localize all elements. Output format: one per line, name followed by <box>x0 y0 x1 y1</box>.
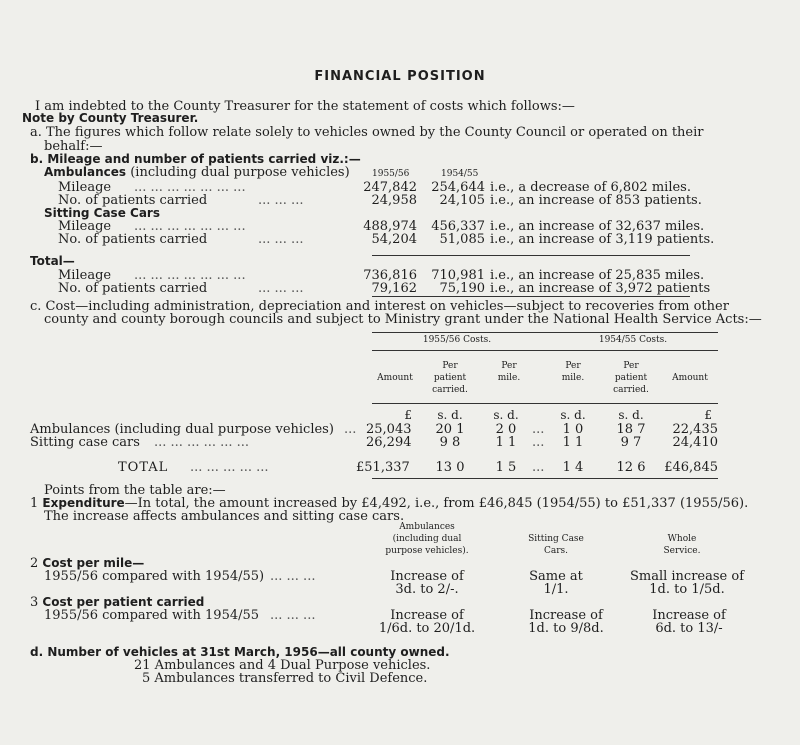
col-ambulances-header: purpose vehicles). <box>385 546 469 556</box>
table-cell-per-mile1: 1 1 <box>495 435 517 450</box>
point-2-number: 2 <box>30 556 39 571</box>
table-row-dots: ... ... ... ... ... <box>190 460 269 475</box>
d-heading: d. Number of vehicles at 31st March, 1956—all county owned. <box>30 645 450 659</box>
col-whole-header: Whole <box>667 534 697 544</box>
table-unit-sd: s. d. <box>618 408 644 422</box>
table-row-label: Sitting case cars <box>30 435 140 450</box>
mileage-row-note: i.e., an increase of 853 patients. <box>490 193 702 208</box>
mileage-row-dots: ... ... ... ... ... ... ... <box>134 219 246 234</box>
mileage-row-v1: 24,958 <box>371 193 417 208</box>
table-group-rule <box>372 350 718 351</box>
col-sitting-header: Sitting Case <box>528 534 584 544</box>
col-ambulances-header: Ambulances <box>399 522 455 532</box>
d-line1: 21 Ambulances and 4 Dual Purpose vehicles. <box>134 658 431 673</box>
b-year1: 1955/56 <box>372 169 410 179</box>
mileage-row-label: Mileage <box>58 219 112 234</box>
table-header-patient: patient <box>614 373 648 383</box>
point-2-whole: 1d. to 1/5d. <box>649 582 725 597</box>
table-header-per: Per <box>565 361 581 371</box>
mileage-row-dots: ... ... ... <box>258 281 304 296</box>
mileage-row-label: Mileage <box>58 180 112 195</box>
table-cell-per-patient2: 18 7 <box>616 422 646 437</box>
point-1-text: —In total, the amount increased by £4,492, i.e., from £46,845 (1954/55) to £51,337 (1955/56). <box>124 496 749 511</box>
table-unit-sd: s. d. <box>560 408 586 422</box>
mileage-row-label: No. of patients carried <box>58 232 208 247</box>
c-line2: county and county borough councils and subject to Ministry grant under the National Health Service Acts:— <box>44 312 762 327</box>
point-2-whole: Small increase of <box>629 569 745 584</box>
table-total-amount2: £46,845 <box>664 460 718 475</box>
table-header-amount: Amount <box>377 373 413 383</box>
c-line1-text: c. Cost—including administration, depreciation and interest on vehicles—subject to recoveries from other <box>30 299 729 314</box>
point-3-sitting: Increase of <box>529 608 603 623</box>
divider <box>372 296 690 297</box>
mileage-row-label: No. of patients carried <box>58 281 208 296</box>
b-ambulances-heading <box>44 165 350 180</box>
point-2-sitting: Same at <box>529 569 583 584</box>
b-ambulances-label: Ambulances <box>44 165 127 179</box>
total-heading: Total— <box>30 254 75 268</box>
table-header-per: Per <box>623 361 639 371</box>
table-cell-amount1: 25,043 <box>366 422 412 437</box>
table-header-mile: mile. <box>561 373 585 383</box>
mileage-row-note: i.e., an increase of 3,972 patients <box>490 281 711 296</box>
table-unit-pound: £ <box>404 408 412 422</box>
point-3-sitting: 1d. to 9/8d. <box>528 621 604 636</box>
table-cell-per-mile2: 1 1 <box>562 435 584 450</box>
point-3-heading: Cost per patient carried <box>42 595 205 609</box>
mileage-row-v1: 247,842 <box>363 180 417 195</box>
page-title: FINANCIAL POSITION <box>314 69 486 84</box>
point-3-whole: 6d. to 13/- <box>655 621 723 636</box>
b-ambulances-rest: (including dual purpose vehicles) <box>130 165 350 180</box>
mileage-row-note: i.e., an increase of 32,637 miles. <box>490 219 705 234</box>
point-3-dots: ... ... ... <box>270 608 316 623</box>
point-3-whole: Increase of <box>652 608 726 623</box>
mileage-row-dots: ... ... ... <box>258 193 304 208</box>
table-unit-pound: £ <box>704 408 712 422</box>
mileage-row-label: Mileage <box>58 268 112 283</box>
point-1-line2: The increase affects ambulances and sitting case cars. <box>44 509 405 524</box>
mileage-row-v2: 51,085 <box>439 232 485 247</box>
col-whole-header: Service. <box>663 546 701 556</box>
table-row-dots: ... <box>344 422 357 437</box>
mileage-row-v2: 710,981 <box>431 268 485 283</box>
points-intro: Points from the table are:— <box>44 483 226 498</box>
table-cell-per-mile2: 1 0 <box>562 422 584 437</box>
table-cell-per-patient1: 20 1 <box>435 422 465 437</box>
table-cell-amount2: 24,410 <box>672 435 718 450</box>
point-1-heading: Expenditure <box>42 496 125 510</box>
table-header-patient: patient <box>433 373 467 383</box>
table-row-dots: ... <box>532 435 545 450</box>
point-2-ambulances: 3d. to 2/-. <box>395 582 459 597</box>
intro-text: I am indebted to the County Treasurer for the statement of costs which follows:— <box>35 99 575 114</box>
table-bottom-rule <box>372 478 718 479</box>
table-header-per: Per <box>442 361 458 371</box>
table-cell-per-patient1: 9 8 <box>439 435 461 450</box>
table-total-per-patient2: 12 6 <box>616 460 646 475</box>
mileage-row-dots: ... ... ... <box>258 232 304 247</box>
b-year2: 1954/55 <box>441 169 479 179</box>
mileage-row-note: i.e., an increase of 25,835 miles. <box>490 268 705 283</box>
note-a-line2: behalf:— <box>44 139 103 154</box>
mileage-row-v1: 736,816 <box>363 268 417 283</box>
table-header-amount: Amount <box>672 373 708 383</box>
table-total-per-mile2: 1 4 <box>562 460 584 475</box>
table-header-carried: carried. <box>432 385 468 395</box>
table-group2-header: 1954/55 Costs. <box>598 335 668 345</box>
table-group1-header: 1955/56 Costs. <box>422 335 492 345</box>
table-row-dots: ... ... ... ... ... ... <box>154 435 250 450</box>
point-3-compare: 1955/56 compared with 1954/55 <box>44 608 260 623</box>
mileage-row-v1: 488,974 <box>363 219 417 234</box>
mileage-row-v2: 75,190 <box>439 281 485 296</box>
mileage-row-v2: 254,644 <box>431 180 485 195</box>
col-sitting-header: Cars. <box>543 546 569 556</box>
mileage-row-dots: ... ... ... ... ... ... ... <box>134 180 246 195</box>
point-3-ambulances: Increase of <box>390 608 464 623</box>
table-unit-sd: s. d. <box>493 408 519 422</box>
table-header-rule <box>372 403 718 404</box>
table-total-per-patient1: 13 0 <box>435 460 465 475</box>
table-header-per: Per <box>501 361 517 371</box>
mileage-row-dots: ... ... ... ... ... ... ... <box>134 268 246 283</box>
mileage-row-v1: 79,162 <box>371 281 417 296</box>
mileage-row-v2: 24,105 <box>439 193 485 208</box>
divider <box>372 255 690 256</box>
mileage-row-note: i.e., a decrease of 6,802 miles. <box>490 180 691 195</box>
table-row-label: Ambulances (including dual purpose vehicles) <box>30 422 334 437</box>
table-row-dots: ... <box>532 460 545 475</box>
table-total-label: TOTAL <box>118 460 169 475</box>
table-unit-sd: s. d. <box>437 408 463 422</box>
b-heading: b. Mileage and number of patients carried viz.:— <box>30 152 361 166</box>
table-row-dots: ... <box>532 422 545 437</box>
table-cell-per-mile1: 2 0 <box>495 422 517 437</box>
mileage-row-v1: 54,204 <box>371 232 417 247</box>
point-2-dots: ... ... ... <box>270 569 316 584</box>
point-3-ambulances: 1/6d. to 20/1d. <box>378 621 476 636</box>
note-heading: Note by County Treasurer. <box>22 111 199 125</box>
table-total-amount1: £51,337 <box>356 460 410 475</box>
point-2-ambulances: Increase of <box>390 569 464 584</box>
sitting-heading: Sitting Case Cars <box>44 206 160 220</box>
point-2-compare: 1955/56 compared with 1954/55) <box>44 569 265 584</box>
table-cell-amount2: 22,435 <box>672 422 718 437</box>
note-a-line1: a. The figures which follow relate solely to vehicles owned by the County Council or operated on their <box>30 125 704 140</box>
point-3-number: 3 <box>30 595 39 610</box>
table-header-carried: carried. <box>613 385 649 395</box>
table-top-rule <box>372 332 718 333</box>
table-total-per-mile1: 1 5 <box>495 460 517 475</box>
mileage-row-v2: 456,337 <box>431 219 485 234</box>
point-1-number: 1 <box>30 496 39 511</box>
point-2-sitting: 1/1. <box>543 582 569 597</box>
mileage-row-note: i.e., an increase of 3,119 patients. <box>490 232 715 247</box>
col-ambulances-header: (including dual <box>392 534 462 544</box>
mileage-row-label: No. of patients carried <box>58 193 208 208</box>
point-2-heading: Cost per mile— <box>42 556 145 570</box>
table-cell-amount1: 26,294 <box>366 435 412 450</box>
d-line2: 5 Ambulances transferred to Civil Defence. <box>142 671 428 686</box>
table-header-mile: mile. <box>497 373 521 383</box>
table-cell-per-patient2: 9 7 <box>620 435 642 450</box>
